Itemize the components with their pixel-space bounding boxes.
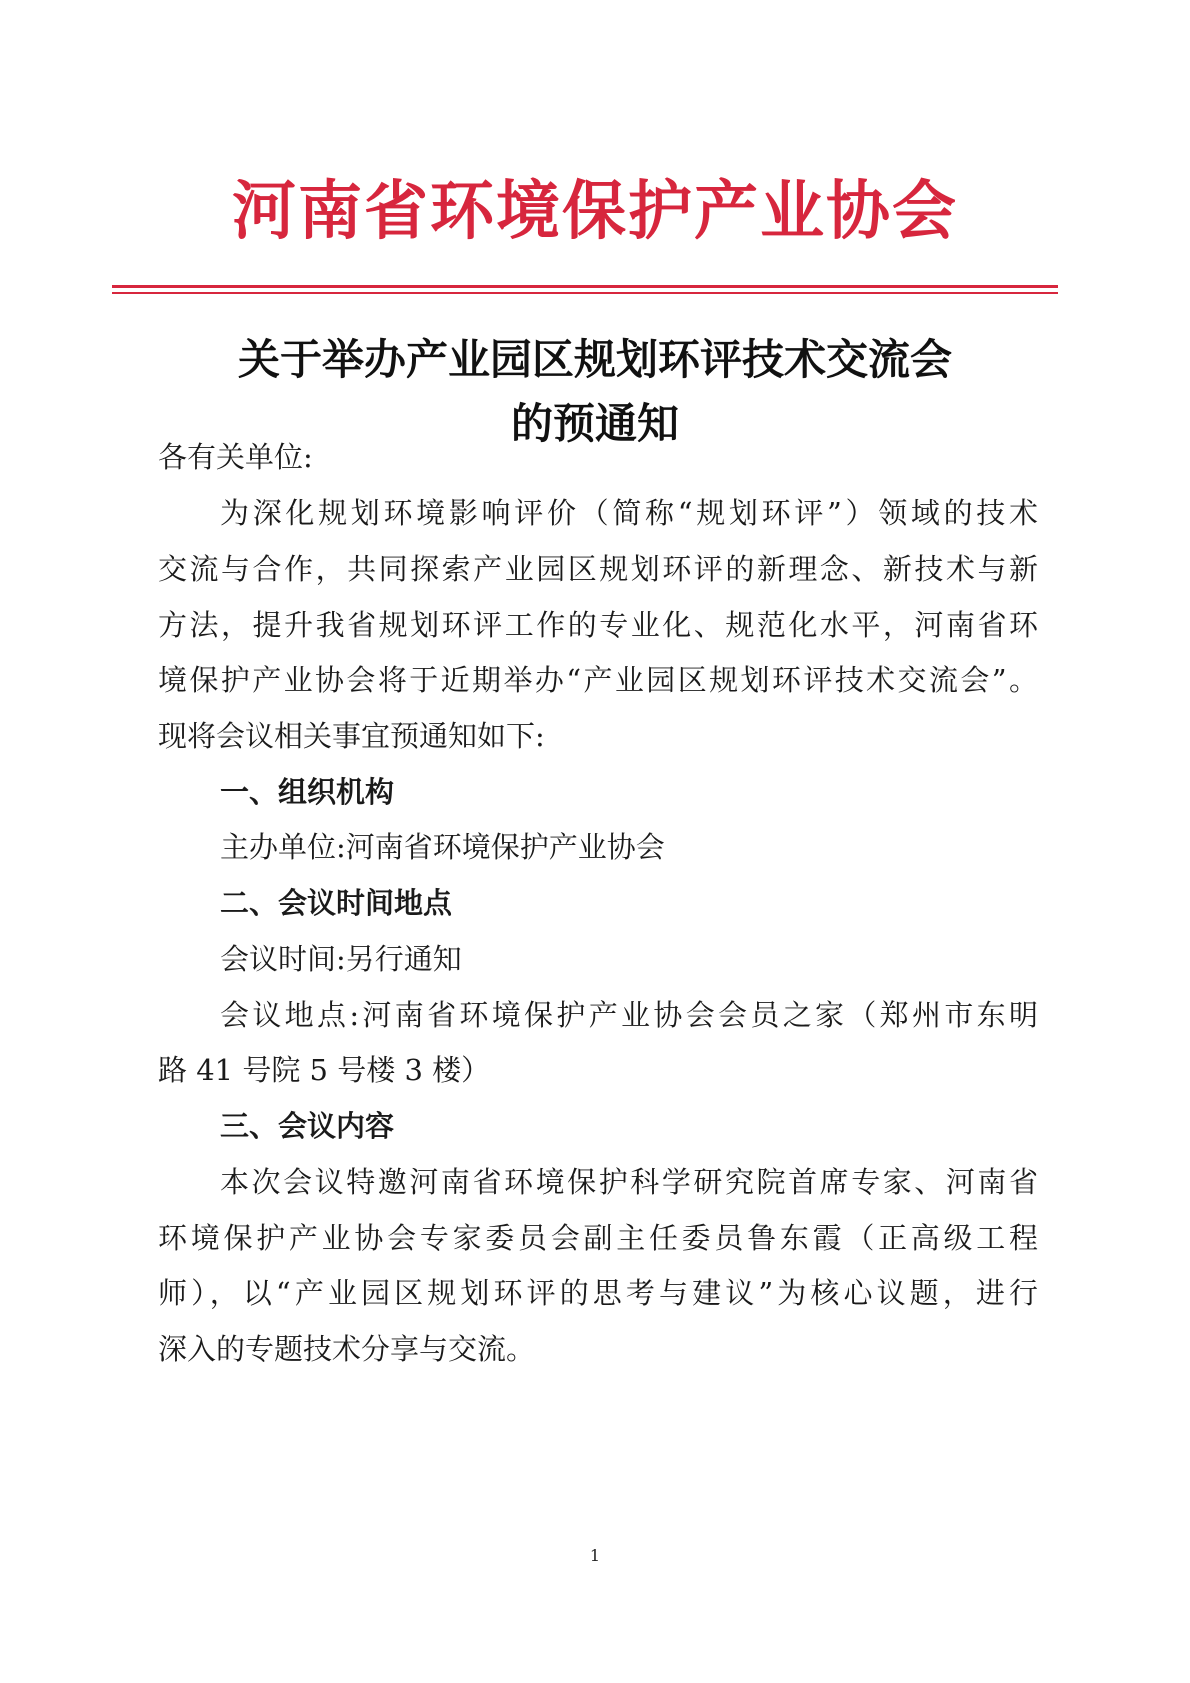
- section-2-time: 会议时间:另行通知: [220, 942, 462, 976]
- intro-line-3: 方法，提升我省规划环评工作的专业化、规范化水平，河南省环: [158, 608, 1038, 642]
- intro-line-1: 为深化规划环境影响评价（简称“规划环评”）领域的技术: [220, 496, 1038, 530]
- organization-letterhead: 河南省环境保护产业协会: [232, 174, 958, 249]
- salutation: 各有关单位:: [158, 440, 313, 474]
- section-3-content-line-1: 本次会议特邀河南省环境保护科学研究院首席专家、河南省: [220, 1165, 1038, 1199]
- page-number: 1: [589, 1546, 601, 1565]
- section-3-content-line-2: 环境保护产业协会专家委员会副主任委员鲁东霞（正高级工程: [158, 1221, 1038, 1255]
- intro-line-4: 境保护产业协会将于近期举办“产业园区规划环评技术交流会”。: [158, 663, 1038, 697]
- section-2-heading: 二、会议时间地点: [220, 886, 453, 920]
- section-3-content-line-4: 深入的专题技术分享与交流。: [158, 1332, 536, 1366]
- intro-line-2: 交流与合作，共同探索产业园区规划环评的新理念、新技术与新: [158, 552, 1038, 586]
- section-1-host: 主办单位:河南省环境保护产业协会: [220, 830, 665, 864]
- document-title-line-1: 关于举办产业园区规划环评技术交流会: [237, 335, 952, 384]
- document-title-line-2: 的预通知: [510, 399, 679, 448]
- section-2-place-line-1: 会议地点:河南省环境保护产业协会会员之家（郑州市东明: [220, 998, 1038, 1032]
- letterhead-rule-thick: [112, 285, 1058, 288]
- section-3-content-line-3: 师），以“产业园区规划环评的思考与建议”为核心议题，进行: [158, 1276, 1038, 1310]
- intro-line-5: 现将会议相关事宜预通知如下:: [158, 719, 545, 753]
- section-2-place-line-2: 路 41 号院 5 号楼 3 楼）: [158, 1053, 491, 1087]
- section-1-heading: 一、组织机构: [220, 775, 395, 809]
- section-3-heading: 三、会议内容: [220, 1109, 395, 1143]
- letterhead-rule-thin: [112, 292, 1058, 294]
